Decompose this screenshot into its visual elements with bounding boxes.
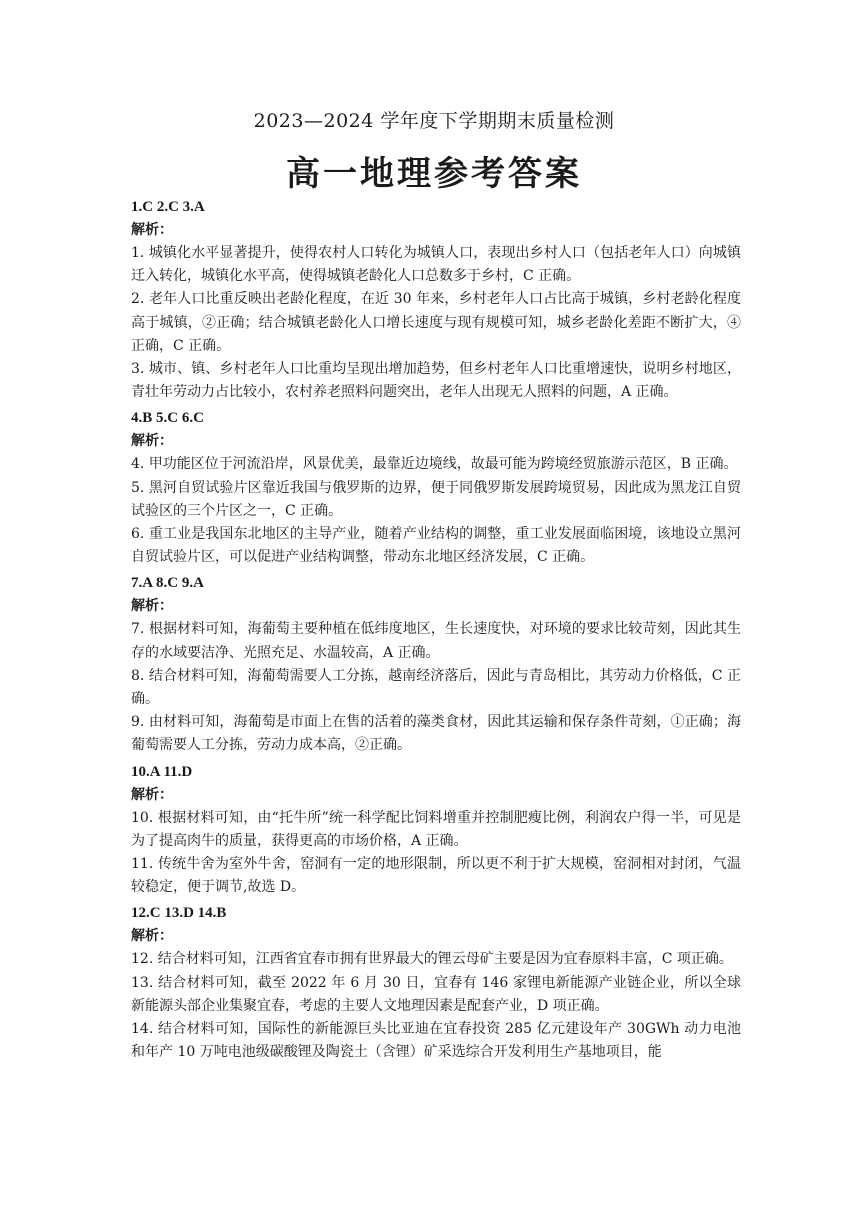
answer-key: 4.B 5.C 6.C	[131, 410, 204, 427]
answer-key: 12.C 13.D 14.B	[131, 905, 227, 922]
analysis-paragraph: 7. 根据材料可知，海葡萄主要种植在低纬度地区，生长速度快，对环境的要求比较苛刻，因此其生存的水域要洁净、光照充足、水温较高，A 正确。	[131, 621, 741, 661]
answer-body	[131, 196, 741, 1067]
analysis-paragraph: 11. 传统牛舍为室外牛舍，窑洞有一定的地形限制，所以更不利于扩大规模，窑洞相对封闭，气温较稳定，便于调节,故选 D。	[131, 856, 741, 896]
analysis-paragraph: 6. 重工业是我国东北地区的主导产业，随着产业结构的调整，重工业发展面临困境，该地设立黑河自贸试验片区，可以促进产业结构调整，带动东北地区经济发展，C 正确。	[131, 526, 741, 566]
analysis-paragraph: 9. 由材料可知，海葡萄是市面上在售的活着的藻类食材，因此其运输和保存条件苛刻，①正确；海葡萄需要人工分拣，劳动力成本高，②正确。	[131, 714, 741, 754]
analysis-paragraph: 8. 结合材料可知，海葡萄需要人工分拣，越南经济落后，因此与青岛相比，其劳动力价格低，C 正确。	[131, 667, 741, 708]
analysis-label: 解析：	[131, 598, 173, 615]
answer-key: 7.A 8.C 9.A	[131, 575, 204, 592]
answer-section	[131, 761, 741, 900]
analysis-label: 解析：	[131, 433, 173, 450]
analysis-label: 解析：	[131, 786, 173, 803]
answer-section	[131, 902, 741, 1064]
analysis-label: 解析：	[131, 928, 173, 945]
exam-subtitle: 2023—2024 学年度下学期期末质量检测	[253, 110, 615, 132]
answer-section	[131, 572, 741, 757]
analysis-paragraph: 3. 城市、镇、乡村老年人口比重均呈现出增加趋势，但乡村老年人口比重增速快，说明乡村地区，青壮年劳动力占比较小，农村养老照料问题突出，老年人出现无人照料的问题，A 正确。	[131, 361, 741, 401]
analysis-paragraph: 5. 黑河自贸试验片区靠近我国与俄罗斯的边界，便于同俄罗斯发展跨境贸易，因此成为黑龙江自贸试验区的三个片区之一，C 正确。	[131, 479, 741, 519]
analysis-paragraph: 10. 根据材料可知，由“托牛所”统一科学配比饲料增重并控制肥瘦比例，利润农户得一半，可见是为了提高肉牛的质量，获得更高的市场价格，A 正确。	[131, 809, 741, 849]
analysis-label: 解析：	[131, 222, 173, 238]
page-title: 高一地理参考答案	[286, 154, 582, 194]
analysis-paragraph: 2. 老年人口比重反映出老龄化程度，在近 30 年来，乡村老年人口占比高于城镇，乡村老龄化程度高于城镇，②正确；结合城镇老龄化人口增长速度与现有规模可知，城乡老龄化差距不断扩大，④正确，C 正确。	[131, 291, 741, 354]
analysis-paragraph: 12. 结合材料可知，江西省宜春市拥有世界最大的锂云母矿主要是因为宜春原料丰富，C 项正确。	[131, 951, 733, 968]
analysis-paragraph: 4. 甲功能区位于河流沿岸，风景优美，最靠近边境线，故最可能为跨境经贸旅游示范区，B 正确。	[131, 456, 738, 473]
answer-section	[131, 407, 741, 569]
analysis-paragraph: 1. 城镇化水平显著提升，使得农村人口转化为城镇人口，表现出乡村人口（包括老年人口）向城镇迁入转化，城镇化水平高，使得城镇老龄化人口总数多于乡村，C 正确。	[131, 245, 741, 285]
answer-section	[131, 196, 741, 404]
analysis-paragraph: 13. 结合材料可知，截至 2022 年 6 月 30 日，宜春有 146 家锂电新能源产业链企业，所以全球新能源头部企业集聚宜春，考虑的主要人文地理因素是配套产业，D 项正确。	[131, 974, 741, 1014]
analysis-paragraph: 14. 结合材料可知，国际性的新能源巨头比亚迪在宜春投资 285 亿元建设年产 30GWh 动力电池和年产 10 万吨电池级碳酸锂及陶瓷土（含锂）矿采选综合开发利用生产基地项目，能	[131, 1021, 741, 1061]
answer-key: 10.A 11.D	[131, 763, 193, 780]
answer-key: 1.C 2.C 3.A	[131, 199, 205, 215]
